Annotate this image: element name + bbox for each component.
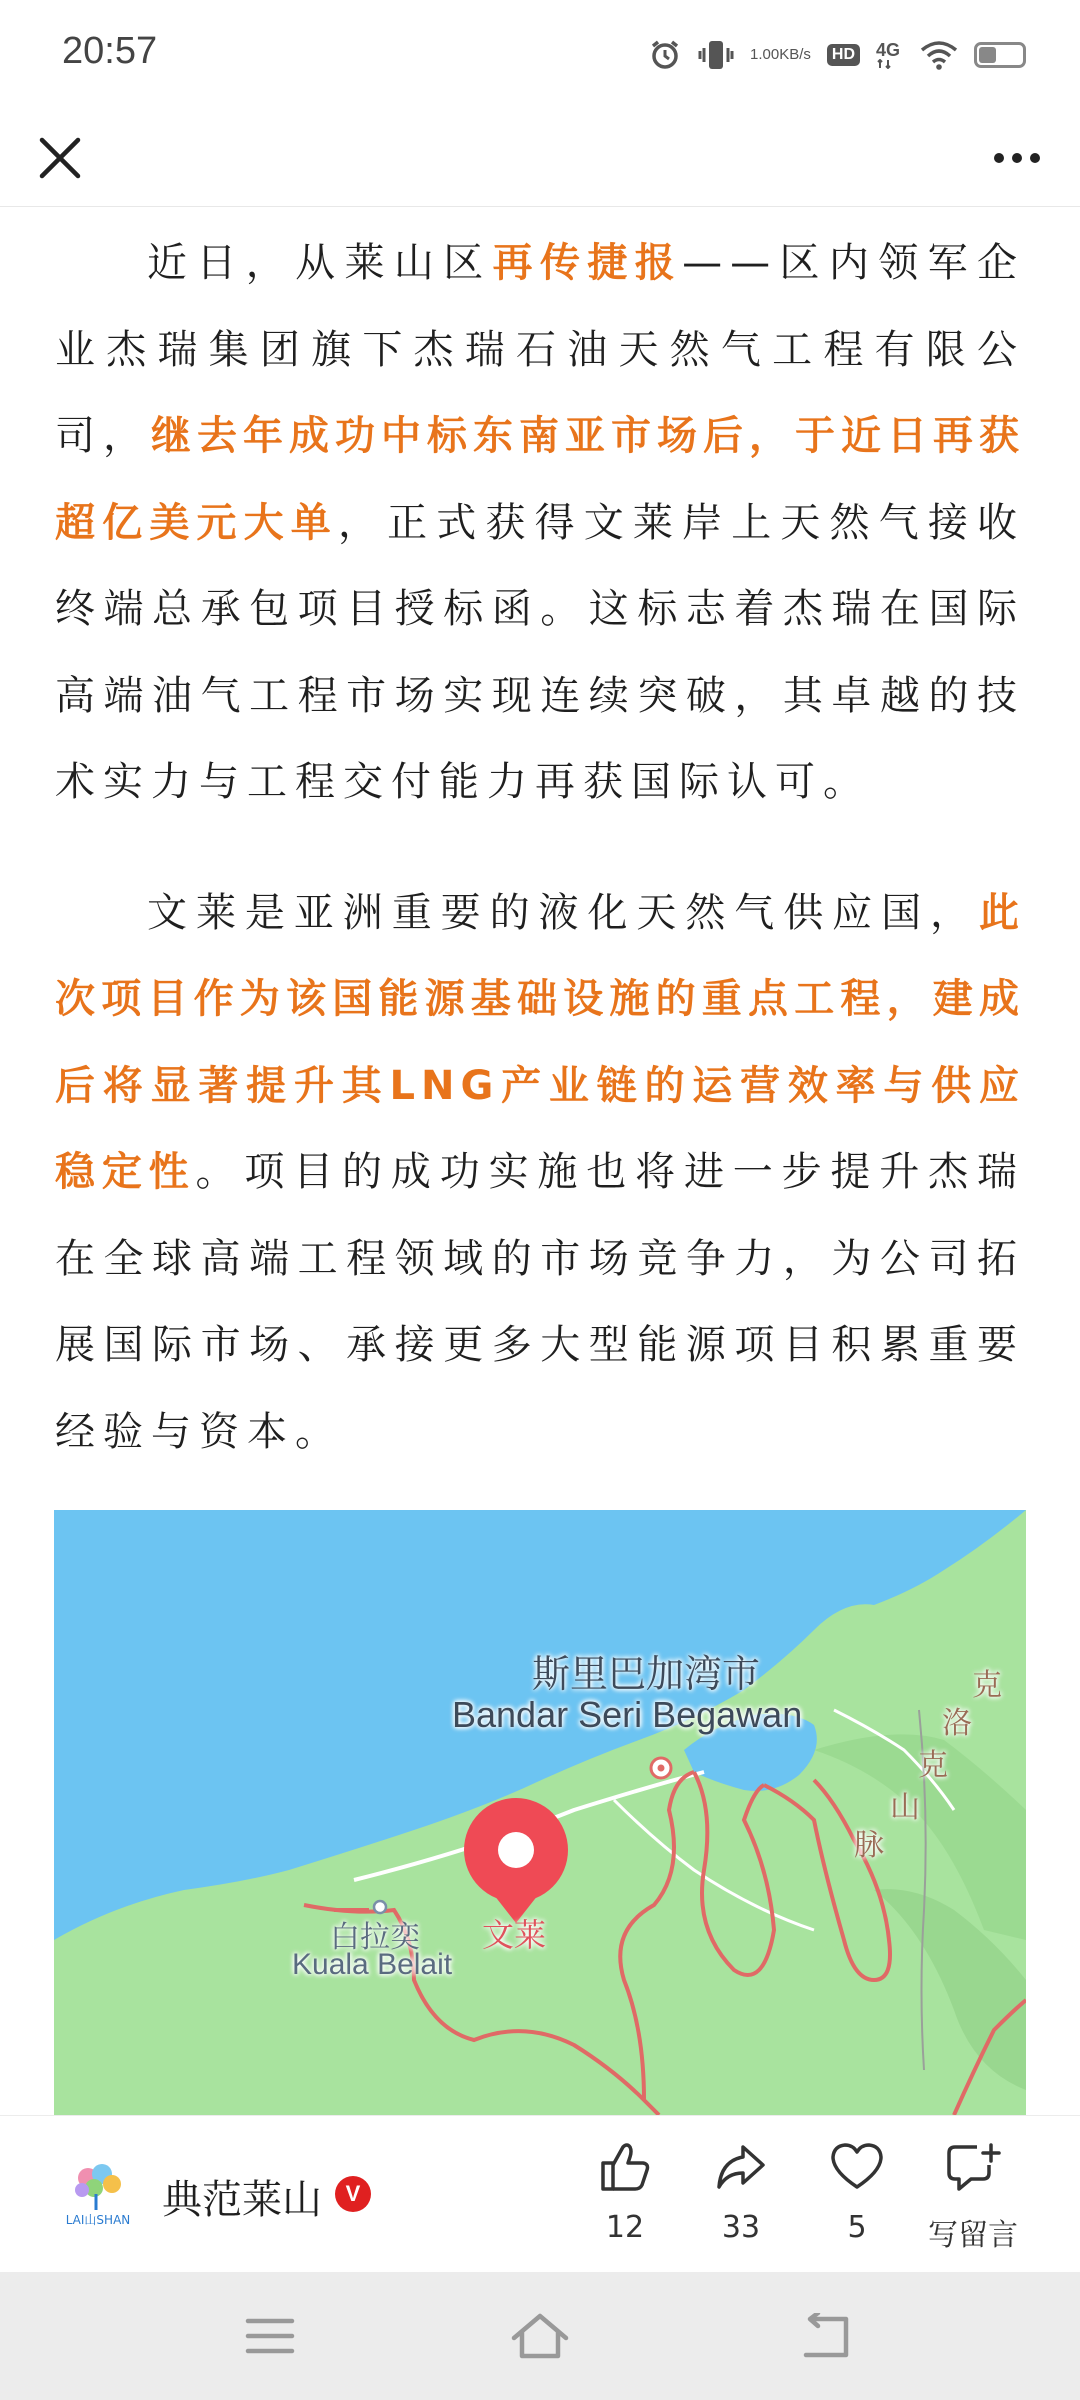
map-town-cn: 白拉奕 (330, 1920, 420, 1955)
highlight-text: 继去年成功中标东南亚市场后，于近日再获超亿美元大单 (55, 413, 1025, 546)
alarm-icon (648, 38, 682, 72)
back-button[interactable] (780, 2304, 870, 2368)
status-icons (648, 30, 1026, 80)
net-speed-value: 1.00 (750, 46, 780, 63)
wifi-icon (920, 40, 958, 70)
net-speed (750, 47, 811, 63)
hd-badge: HD (827, 44, 860, 66)
share-count: 33 (721, 2210, 761, 2245)
menu-button[interactable] (225, 2304, 315, 2368)
avatar[interactable] (58, 2162, 138, 2232)
map-range-char: 克 (918, 1748, 948, 1783)
map-range-char: 山 (890, 1790, 920, 1825)
account-name[interactable]: 典范莱山 (162, 2177, 322, 2223)
like-button[interactable] (570, 2136, 680, 2245)
favorite-button[interactable] (802, 2136, 912, 2245)
brunei-map[interactable] (54, 1510, 1026, 2115)
write-comment-label: 写留言 (928, 2218, 1018, 2253)
paragraph-text: ——区内领军企业杰瑞集团旗下杰瑞石油天然气工程有限公司， (55, 240, 1025, 459)
home-icon (510, 2312, 570, 2360)
map-range-char: 脉 (854, 1828, 884, 1863)
thumbs-up-icon (570, 2136, 680, 2198)
favorite-count: 5 (847, 2210, 867, 2245)
close-icon (30, 128, 90, 188)
account-logo (58, 2162, 138, 2232)
write-comment-button[interactable] (918, 2136, 1028, 2254)
battery-level (979, 47, 996, 63)
highlight-text: 再传捷报 (492, 240, 683, 286)
back-icon (798, 2313, 852, 2359)
paragraph-text: 。项目的成功实施也将进一步提升杰瑞在全球高端工程领域的市场竞争力，为公司拓展国际市场、承接更多大型能源项目积累重要经验与资本。 (55, 1149, 1025, 1455)
battery-icon (974, 42, 1026, 68)
paragraph-text: 近日，从莱山区 (147, 240, 493, 286)
like-count: 12 (605, 2210, 645, 2245)
top-nav (0, 110, 1080, 207)
home-button[interactable] (495, 2304, 585, 2368)
vibrate-icon (698, 38, 734, 72)
more-button[interactable] (982, 128, 1052, 188)
system-nav-bar (0, 2272, 1080, 2400)
article-paragraph-2 (55, 870, 1025, 1476)
svg-text:LAI山SHAN: LAI山SHAN (65, 2213, 131, 2227)
share-button[interactable] (686, 2136, 796, 2245)
map-town-en: Kuala Belait (292, 1948, 453, 1981)
highlight-text: 此次项目作为该国能源基础设施的重点工程，建成后将显著提升其LNG产业链的运营效率与供应稳定性 (55, 889, 1025, 1195)
network-label: 4G (876, 40, 901, 60)
comment-add-icon (918, 2136, 1028, 2198)
network-4g (876, 41, 904, 69)
heart-icon (802, 2136, 912, 2198)
map-capital-cn: 斯里巴加湾市 (532, 1652, 761, 1696)
menu-icon (245, 2316, 295, 2356)
map-range-char: 克 (972, 1668, 1002, 1703)
net-speed-unit: KB/s (779, 46, 811, 63)
status-time: 20:57 (62, 30, 158, 72)
bottom-bar (0, 2115, 1080, 2273)
share-icon (686, 2136, 796, 2198)
map-graphic (54, 1510, 1026, 2115)
article-paragraph-1 (55, 220, 1025, 826)
close-button[interactable] (30, 128, 90, 188)
map-capital-en: Bandar Seri Begawan (452, 1694, 803, 1735)
paragraph-text: 文莱是亚洲重要的液化天然气供应国， (147, 889, 979, 936)
more-icon (994, 153, 1004, 163)
map-country-label: 文莱 (482, 1916, 547, 1954)
verified-badge: V (335, 2176, 371, 2212)
paragraph-text: ，正式获得文莱岸上天然气接收终端总承包项目授标函。这标志着杰瑞在国际高端油气工程市场实现连续突破，其卓越的技术实力与工程交付能力再获国际认可。 (55, 499, 1025, 805)
status-bar (0, 0, 1080, 110)
map-range-char: 洛 (942, 1706, 972, 1741)
